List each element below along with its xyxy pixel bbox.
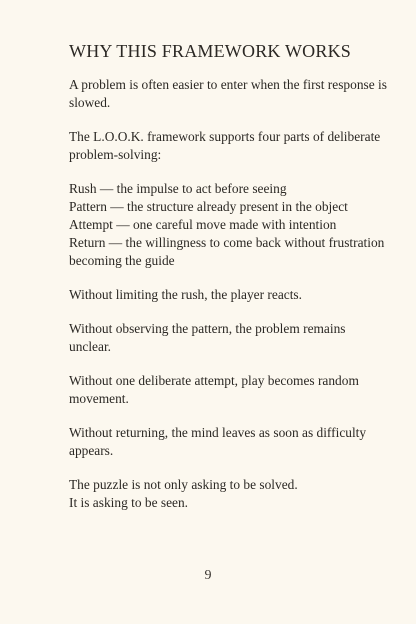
text-line: It is asking to be seen.: [69, 495, 189, 510]
text-line: The L.O.O.K. framework supports four parts of deliberate: [69, 129, 381, 144]
text-line: Without observing the pattern, the problem remains: [69, 321, 346, 336]
text-line: Without returning, the mind leaves as soon as difficulty: [69, 425, 367, 440]
paragraph-attempt: [69, 372, 359, 408]
section-heading: WHY THIS FRAMEWORK WORKS: [69, 41, 351, 61]
text-line: Return — the willingness to come back without frustration: [69, 235, 385, 250]
text-line: movement.: [69, 391, 129, 406]
text-line: becoming the guide: [69, 253, 175, 268]
text-line: Without one deliberate attempt, play becomes random: [69, 373, 359, 388]
body-text: [69, 76, 387, 528]
paragraph-pattern: [69, 320, 359, 356]
text-line: Without limiting the rush, the player reacts.: [69, 287, 302, 302]
page-number: 9: [204, 568, 212, 583]
text-line: Rush — the impulse to act before seeing: [69, 181, 287, 196]
text-line: problem-solving:: [69, 147, 162, 162]
text-line: Attempt — one careful move made with intention: [69, 217, 337, 232]
paragraph-rush: [69, 286, 359, 304]
text-line: The puzzle is not only asking to be solved.: [69, 477, 298, 492]
paragraph-four-parts: [69, 180, 385, 270]
text-line: A problem is often easier to enter when the first response is: [69, 77, 387, 92]
text-line: Pattern — the structure already present in the object: [69, 199, 348, 214]
paragraph-framework: [69, 128, 381, 164]
text-line: unclear.: [69, 339, 112, 354]
paragraph-intro: [69, 76, 387, 112]
paragraph-return: [69, 424, 367, 460]
paragraph-closing: [69, 476, 359, 512]
text-line: slowed.: [69, 95, 111, 110]
text-line: appears.: [69, 443, 114, 458]
